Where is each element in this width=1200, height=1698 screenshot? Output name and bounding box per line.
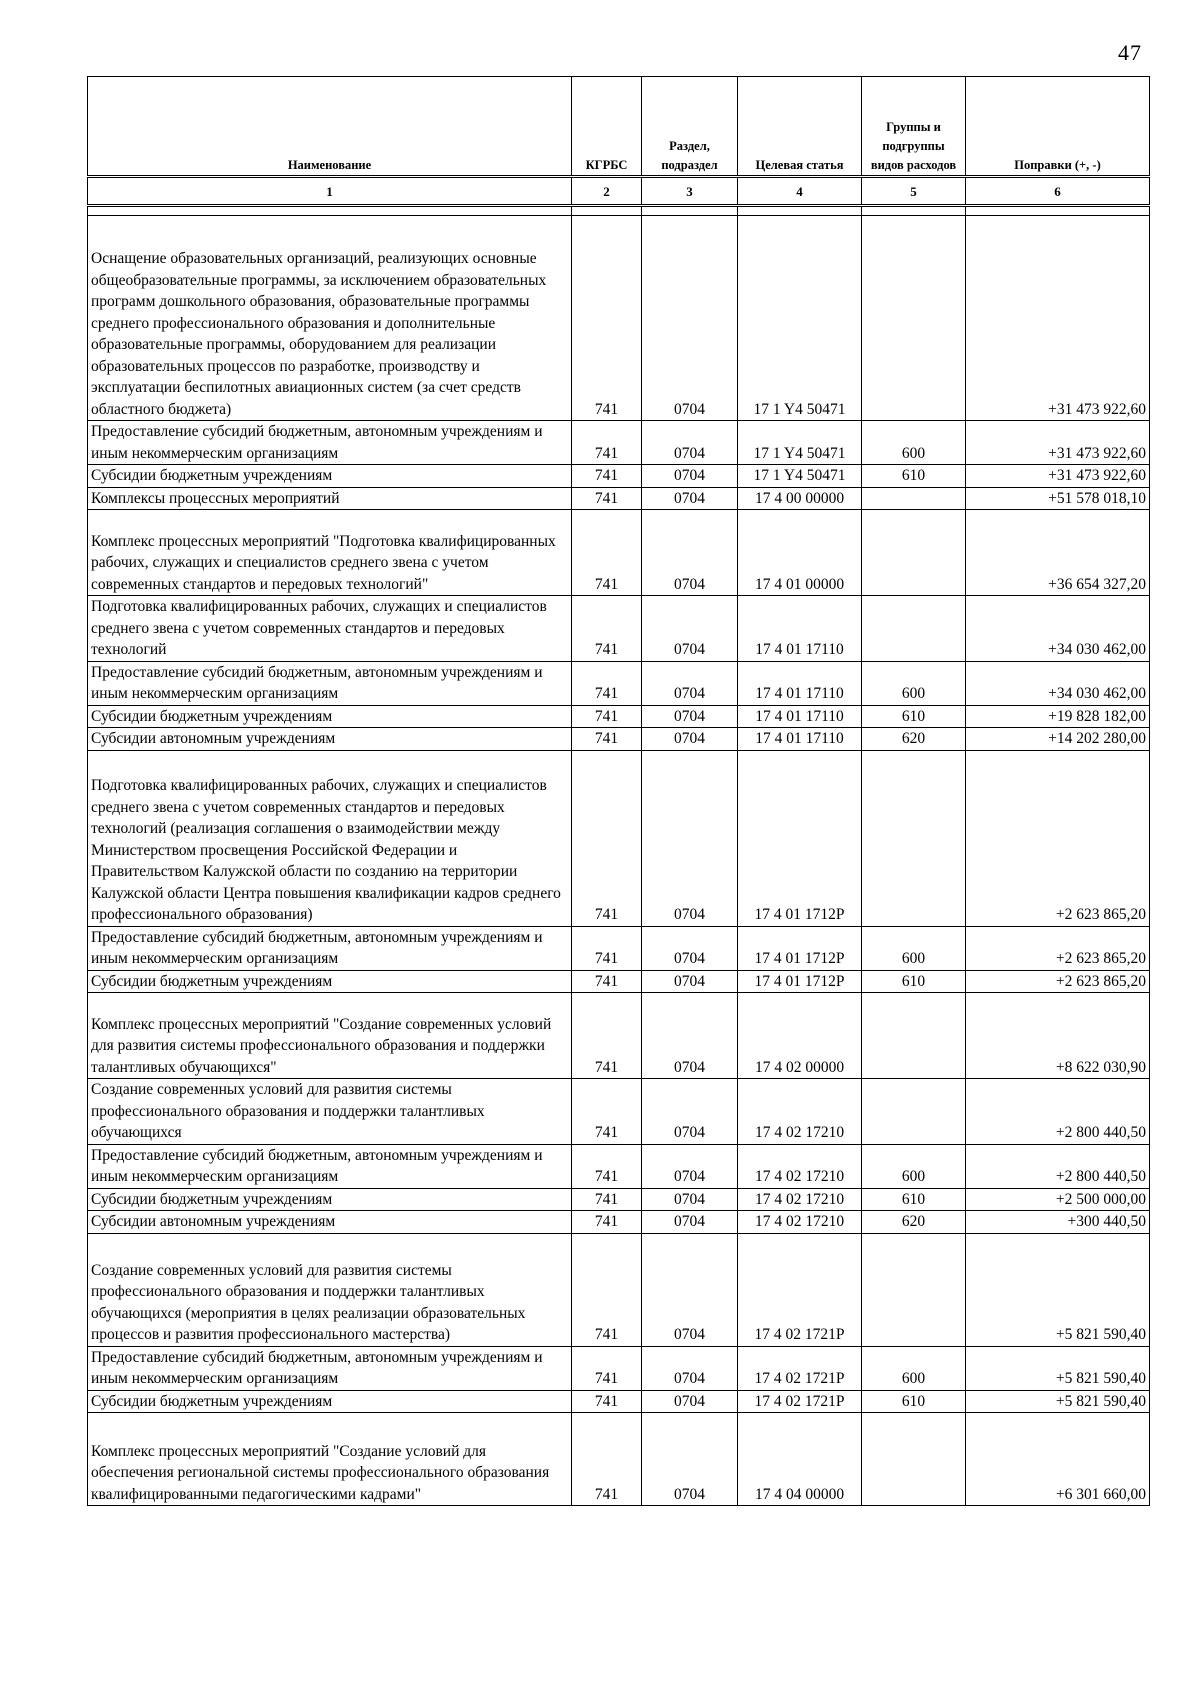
row-kgrbs: 741 (572, 993, 642, 1079)
row-section: 0704 (642, 993, 738, 1079)
row-amount: +19 828 182,00 (966, 705, 1150, 728)
column-number: 2 (572, 177, 642, 206)
row-section: 0704 (642, 926, 738, 970)
row-target-article: 17 4 01 1712P (738, 926, 862, 970)
row-target-article: 17 4 02 17210 (738, 1188, 862, 1211)
table-row (88, 1188, 1150, 1211)
row-name: Подготовка квалифицированных рабочих, служащих и специалистов среднего звена с учетом современных стандартов и передовых технологий (88, 596, 572, 662)
row-expense-group: 610 (862, 465, 966, 488)
row-expense-group: 610 (862, 1390, 966, 1413)
row-amount: +2 800 440,50 (966, 1079, 1150, 1145)
row-amount: +34 030 462,00 (966, 661, 1150, 705)
row-amount: +31 473 922,60 (966, 216, 1150, 421)
row-name: Предоставление субсидий бюджетным, автономным учреждениям и иным некоммерческим организациям (88, 1144, 572, 1188)
row-name: Субсидии бюджетным учреждениям (88, 705, 572, 728)
row-section: 0704 (642, 705, 738, 728)
row-expense-group (862, 487, 966, 510)
row-target-article: 17 4 02 17210 (738, 1079, 862, 1145)
row-target-article: 17 1 Y4 50471 (738, 421, 862, 465)
row-section: 0704 (642, 1211, 738, 1234)
row-section: 0704 (642, 596, 738, 662)
header-target-article: Целевая статья (738, 77, 862, 177)
table-row (88, 926, 1150, 970)
row-target-article: 17 4 01 1712P (738, 750, 862, 926)
row-expense-group: 600 (862, 1144, 966, 1188)
row-section: 0704 (642, 661, 738, 705)
row-target-article: 17 4 02 17210 (738, 1211, 862, 1234)
row-kgrbs: 741 (572, 926, 642, 970)
row-kgrbs: 741 (572, 1233, 642, 1346)
table-row (88, 1144, 1150, 1188)
row-name: Субсидии бюджетным учреждениям (88, 1188, 572, 1211)
row-target-article: 17 4 01 00000 (738, 510, 862, 596)
table-row (88, 421, 1150, 465)
row-name: Подготовка квалифицированных рабочих, служащих и специалистов среднего звена с учетом современных стандартов и передовых технологий (реализация соглашения о взаимодействии между Министерством просвещения Российской Федерации и Правительством Калужской области по созданию на территории Калужской области Центра повышения квалификации кадров среднего профессионального образования) (88, 750, 572, 926)
column-number: 5 (862, 177, 966, 206)
row-expense-group (862, 510, 966, 596)
row-amount: +36 654 327,20 (966, 510, 1150, 596)
row-target-article: 17 4 01 1712P (738, 970, 862, 993)
row-section: 0704 (642, 1413, 738, 1506)
row-expense-group: 620 (862, 1211, 966, 1234)
row-section: 0704 (642, 1346, 738, 1390)
row-name: Комплекс процессных мероприятий "Подготовка квалифицированных рабочих, служащих и специалистов среднего звена с учетом современных стандартов и передовых технологий" (88, 510, 572, 596)
row-expense-group (862, 993, 966, 1079)
row-amount: +31 473 922,60 (966, 465, 1150, 488)
table-row (88, 661, 1150, 705)
row-target-article: 17 4 01 17110 (738, 705, 862, 728)
row-amount: +14 202 280,00 (966, 728, 1150, 751)
header-name: Наименование (88, 77, 572, 177)
row-section: 0704 (642, 421, 738, 465)
table-row (88, 596, 1150, 662)
table-row (88, 487, 1150, 510)
table-row (88, 1211, 1150, 1234)
budget-amendments-table (87, 76, 1150, 1506)
row-name: Предоставление субсидий бюджетным, автономным учреждениям и иным некоммерческим организациям (88, 661, 572, 705)
table-row (88, 1233, 1150, 1346)
row-target-article: 17 4 01 17110 (738, 728, 862, 751)
table-row (88, 465, 1150, 488)
row-target-article: 17 1 Y4 50471 (738, 216, 862, 421)
row-expense-group: 620 (862, 728, 966, 751)
row-section: 0704 (642, 970, 738, 993)
row-kgrbs: 741 (572, 970, 642, 993)
row-name: Комплексы процессных мероприятий (88, 487, 572, 510)
row-name: Субсидии бюджетным учреждениям (88, 1390, 572, 1413)
column-number: 4 (738, 177, 862, 206)
row-amount: +2 623 865,20 (966, 970, 1150, 993)
page-number: 47 (1118, 40, 1142, 65)
row-name: Предоставление субсидий бюджетным, автономным учреждениям и иным некоммерческим организациям (88, 926, 572, 970)
table-row (88, 510, 1150, 596)
row-target-article: 17 1 Y4 50471 (738, 465, 862, 488)
row-amount: +2 623 865,20 (966, 926, 1150, 970)
header-expense-group: Группы и подгруппы видов расходов (862, 77, 966, 177)
row-kgrbs: 741 (572, 596, 642, 662)
header-kgrbs: КГРБС (572, 77, 642, 177)
header-row (88, 77, 1150, 177)
row-name: Оснащение образовательных организаций, реализующих основные общеобразовательные программы, за исключением образовательных программ дошкольного образования, образовательные программы среднего профессионального образования и дополнительные образовательные программы, оборудованием для реализации образовательных процессов по разработке, производству и эксплуатации беспилотных авиационных систем (за счет средств областного бюджета) (88, 216, 572, 421)
row-target-article: 17 4 02 00000 (738, 993, 862, 1079)
row-kgrbs: 741 (572, 1390, 642, 1413)
row-amount: +2 800 440,50 (966, 1144, 1150, 1188)
row-amount: +8 622 030,90 (966, 993, 1150, 1079)
table-row (88, 216, 1150, 421)
row-name: Создание современных условий для развития системы профессионального образования и поддержки талантливых обучающихся (88, 1079, 572, 1145)
row-amount: +51 578 018,10 (966, 487, 1150, 510)
row-kgrbs: 741 (572, 421, 642, 465)
row-target-article: 17 4 02 1721P (738, 1390, 862, 1413)
row-name: Субсидии бюджетным учреждениям (88, 465, 572, 488)
row-expense-group: 610 (862, 705, 966, 728)
row-target-article: 17 4 02 1721P (738, 1346, 862, 1390)
row-name: Субсидии автономным учреждениям (88, 728, 572, 751)
row-kgrbs: 741 (572, 1413, 642, 1506)
column-number: 6 (966, 177, 1150, 206)
row-amount: +31 473 922,60 (966, 421, 1150, 465)
row-name: Создание современных условий для развития системы профессионального образования и поддержки талантливых обучающихся (мероприятия в целях реализации образовательных процессов и развития профессионального мастерства) (88, 1233, 572, 1346)
row-amount: +5 821 590,40 (966, 1233, 1150, 1346)
table-row (88, 1390, 1150, 1413)
row-kgrbs: 741 (572, 1079, 642, 1145)
row-section: 0704 (642, 1079, 738, 1145)
row-expense-group: 600 (862, 926, 966, 970)
row-amount: +300 440,50 (966, 1211, 1150, 1234)
row-expense-group: 610 (862, 1188, 966, 1211)
row-target-article: 17 4 00 00000 (738, 487, 862, 510)
row-name: Комплекс процессных мероприятий "Создание современных условий для развития системы профессионального образования и поддержки талантливых обучающихся" (88, 993, 572, 1079)
table-row (88, 705, 1150, 728)
row-expense-group (862, 1413, 966, 1506)
row-amount: +34 030 462,00 (966, 596, 1150, 662)
row-kgrbs: 741 (572, 728, 642, 751)
table-row (88, 750, 1150, 926)
row-name: Предоставление субсидий бюджетным, автономным учреждениям и иным некоммерческим организациям (88, 1346, 572, 1390)
spacer-row (88, 206, 1150, 216)
row-expense-group (862, 1233, 966, 1346)
row-target-article: 17 4 02 17210 (738, 1144, 862, 1188)
row-expense-group: 600 (862, 661, 966, 705)
row-kgrbs: 741 (572, 750, 642, 926)
row-name: Предоставление субсидий бюджетным, автономным учреждениям и иным некоммерческим организациям (88, 421, 572, 465)
row-name: Субсидии бюджетным учреждениям (88, 970, 572, 993)
row-section: 0704 (642, 510, 738, 596)
row-expense-group (862, 216, 966, 421)
row-section: 0704 (642, 1233, 738, 1346)
row-target-article: 17 4 01 17110 (738, 661, 862, 705)
row-section: 0704 (642, 750, 738, 926)
column-number-row (88, 177, 1150, 206)
row-section: 0704 (642, 728, 738, 751)
row-kgrbs: 741 (572, 1346, 642, 1390)
row-kgrbs: 741 (572, 216, 642, 421)
row-kgrbs: 741 (572, 1188, 642, 1211)
row-kgrbs: 741 (572, 661, 642, 705)
row-expense-group: 600 (862, 1346, 966, 1390)
row-section: 0704 (642, 1390, 738, 1413)
row-amount: +2 500 000,00 (966, 1188, 1150, 1211)
row-section: 0704 (642, 216, 738, 421)
table-body (88, 206, 1150, 1506)
column-number: 3 (642, 177, 738, 206)
row-name: Комплекс процессных мероприятий "Создание условий для обеспечения региональной системы профессионального образования квалифицированными педагогическими кадрами" (88, 1413, 572, 1506)
row-amount: +5 821 590,40 (966, 1390, 1150, 1413)
row-target-article: 17 4 02 1721P (738, 1233, 862, 1346)
table-row (88, 993, 1150, 1079)
table-row (88, 970, 1150, 993)
row-kgrbs: 741 (572, 1211, 642, 1234)
table-row (88, 1413, 1150, 1506)
row-amount: +2 623 865,20 (966, 750, 1150, 926)
table-row (88, 728, 1150, 751)
row-expense-group (862, 596, 966, 662)
row-kgrbs: 741 (572, 487, 642, 510)
row-section: 0704 (642, 1188, 738, 1211)
column-number: 1 (88, 177, 572, 206)
row-kgrbs: 741 (572, 510, 642, 596)
row-kgrbs: 741 (572, 465, 642, 488)
row-section: 0704 (642, 487, 738, 510)
row-amount: +5 821 590,40 (966, 1346, 1150, 1390)
row-kgrbs: 741 (572, 705, 642, 728)
row-expense-group (862, 750, 966, 926)
row-target-article: 17 4 01 17110 (738, 596, 862, 662)
row-section: 0704 (642, 1144, 738, 1188)
row-target-article: 17 4 04 00000 (738, 1413, 862, 1506)
header-amendments: Поправки (+, -) (966, 77, 1150, 177)
row-expense-group: 610 (862, 970, 966, 993)
row-section: 0704 (642, 465, 738, 488)
table-row (88, 1346, 1150, 1390)
header-section: Раздел, подраздел (642, 77, 738, 177)
row-expense-group: 600 (862, 421, 966, 465)
row-amount: +6 301 660,00 (966, 1413, 1150, 1506)
row-expense-group (862, 1079, 966, 1145)
row-name: Субсидии автономным учреждениям (88, 1211, 572, 1234)
table-row (88, 1079, 1150, 1145)
row-kgrbs: 741 (572, 1144, 642, 1188)
